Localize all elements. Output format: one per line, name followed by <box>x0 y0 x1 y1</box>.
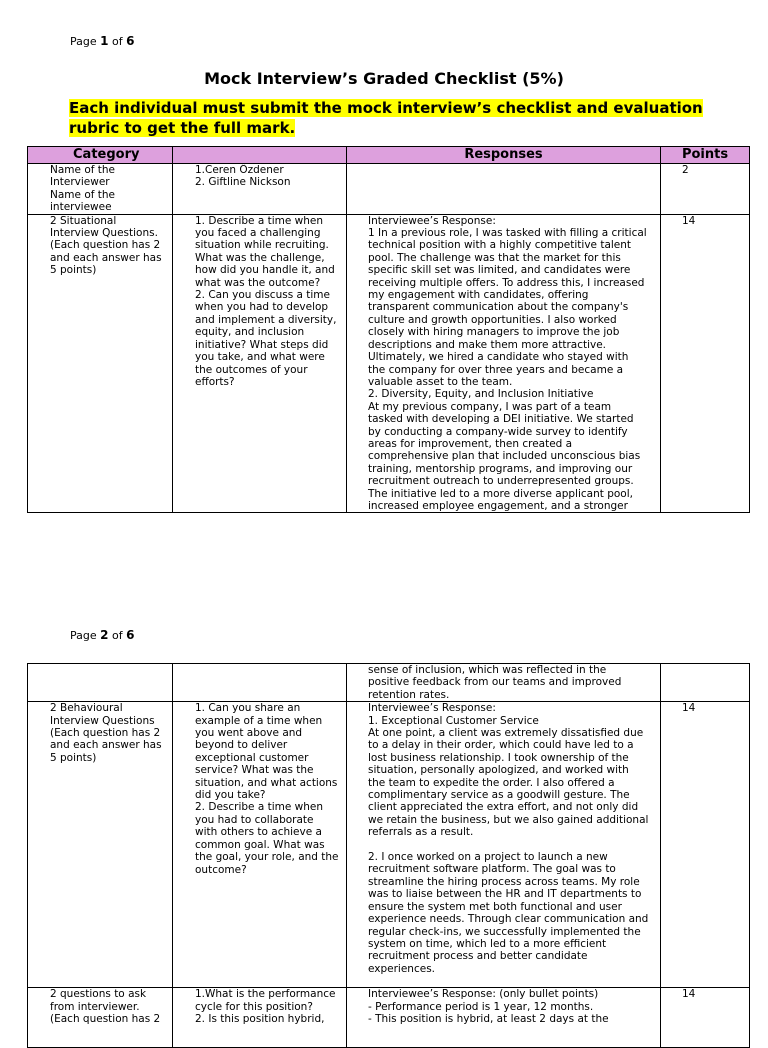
header-questions <box>173 147 347 164</box>
text-line: 2. Can you discuss a time <box>195 289 330 302</box>
text-line: 2. I once worked on a project to launch a new <box>368 851 608 864</box>
text-line: lost business relationship. I took ownership of the <box>368 751 629 764</box>
text-line: referrals as a result. <box>368 826 474 839</box>
text-line: my engagement with candidates, offering <box>368 289 589 302</box>
category-cell <box>28 702 173 988</box>
points-cell: 2 <box>661 164 750 215</box>
text-line: with others to achieve a <box>195 826 322 839</box>
responses-cell <box>347 214 661 513</box>
text-line: equity, and inclusion <box>195 326 305 339</box>
questions-cell <box>173 214 347 513</box>
text-line: common goal. What was <box>195 838 325 851</box>
text-line: how did you handle it, and <box>195 264 335 277</box>
header-responses: Responses <box>347 147 661 164</box>
text-line: retention rates. <box>368 688 450 701</box>
text-line: you had to collaborate <box>195 813 314 826</box>
text-line: What was the challenge, <box>195 251 325 264</box>
points-cell: 14 <box>661 988 750 1048</box>
table-header-row <box>28 147 750 164</box>
text-line: Interviewee’s Response: <box>368 702 496 715</box>
text-line: recruitment software platform. The goal was to <box>368 863 616 876</box>
text-line: and each answer has <box>50 739 162 752</box>
text-line: training, mentorship programs, and improving our <box>368 462 633 475</box>
text-line: increased employee engagement, and a stronger <box>368 499 628 512</box>
text-line: you went above and <box>195 727 303 740</box>
text-line: recruitment outreach to underrepresented groups. <box>368 475 634 488</box>
text-line: the team to expedite the order. I also offered a <box>368 776 615 789</box>
text-line: 1.What is the performance <box>195 988 336 1001</box>
text-line: 2. Giftline Nickson <box>195 176 291 189</box>
text-line <box>368 839 656 851</box>
text-line: (Each question has 2 <box>50 1013 161 1026</box>
text-line: At my previous company, I was part of a team <box>368 400 612 413</box>
text-line: Interviewer <box>50 176 110 189</box>
text-line: 2. Describe a time when <box>195 801 324 814</box>
table-row <box>28 214 750 513</box>
responses-cell <box>347 164 661 215</box>
text-line: exceptional customer <box>195 751 309 764</box>
text-line: 2 Behavioural <box>50 702 123 715</box>
text-line: areas for improvement, then created a <box>368 437 573 450</box>
text-line: 5 points) <box>50 751 97 764</box>
header-points: Points <box>661 147 750 164</box>
text-line: specific skill set was limited, and candidates were <box>368 264 631 277</box>
text-line: pool. The challenge was that the market for this <box>368 251 621 264</box>
questions-cell <box>173 702 347 988</box>
text-line: we retain the business, but we also gained additional <box>368 813 649 826</box>
text-line: ensure the system met both functional and user <box>368 900 622 913</box>
text-line: situation, personally apologized, and worked with <box>368 764 629 777</box>
text-line: cycle for this position? <box>195 1000 313 1013</box>
points-cell <box>661 664 750 702</box>
document-title: Mock Interview’s Graded Checklist (5%) <box>204 69 564 88</box>
text-line: service? What was the <box>195 764 314 777</box>
page-number: Page 1 of 6 <box>70 34 135 48</box>
text-line: 1. Exceptional Customer Service <box>368 714 539 727</box>
questions-cell <box>173 664 347 702</box>
text-line: 1.Ceren Özdener <box>195 164 284 176</box>
points-cell: 14 <box>661 702 750 988</box>
text-line: was to liaise between the HR and IT departments to <box>368 888 642 901</box>
text-line: situation, and what actions <box>195 776 338 789</box>
text-line: by conducting a company-wide survey to identify <box>368 425 628 438</box>
text-line: comprehensive plan that included unconscious bias <box>368 450 641 463</box>
text-line: - Performance period is 1 year, 12 months. <box>368 1000 594 1013</box>
points-cell: 14 <box>661 214 750 513</box>
text-line: regular check-ins, we successfully implemented the <box>368 925 641 938</box>
text-line: descriptions and make them more attractive. <box>368 338 607 351</box>
text-line: did you take? <box>195 789 266 802</box>
category-cell <box>28 664 173 702</box>
text-line: transparent communication about the company's <box>368 301 629 314</box>
text-line: closely with hiring managers to improve the job <box>368 326 620 339</box>
text-line: technical position with a highly competitive talent <box>368 239 632 252</box>
text-line: outcome? <box>195 863 247 876</box>
responses-cell <box>347 988 661 1048</box>
text-line: client appreciated the extra effort, and not only did <box>368 801 639 814</box>
text-line: Interview Questions <box>50 714 155 727</box>
responses-cell <box>347 664 661 702</box>
table-row <box>28 988 750 1048</box>
text-line: streamline the hiring process across teams. My role <box>368 875 640 888</box>
text-line: 1. Can you share an <box>195 702 301 715</box>
text-line: positive feedback from our teams and improved <box>368 676 622 689</box>
text-line: The initiative led to a more diverse applicant pool, <box>368 487 633 500</box>
text-line: beyond to deliver <box>195 739 288 752</box>
questions-cell <box>173 988 347 1048</box>
text-line: 2. Is this position hybrid, <box>195 1013 325 1026</box>
text-line: Interview Questions. <box>50 227 158 240</box>
text-line: complimentary service as a goodwill gesture. The <box>368 789 630 802</box>
text-line: recruitment process and better candidate <box>368 950 588 963</box>
text-line: sense of inclusion, which was reflected in the <box>368 664 607 676</box>
text-line: 1 In a previous role, I was tasked with filling a critical <box>368 227 647 240</box>
instruction-highlight: Each individual must submit the mock interview’s checklist and evaluation rubric to get the full mark. <box>69 99 703 137</box>
text-line: you faced a challenging <box>195 227 321 240</box>
text-line: 2 Situational <box>50 214 117 227</box>
text-line: Interviewee’s Response: <box>368 214 496 227</box>
text-line: Name of the <box>50 188 116 201</box>
text-line: culture and growth opportunities. I also worked <box>368 313 617 326</box>
text-line: 1. Describe a time when <box>195 214 324 227</box>
text-line: Name of the <box>50 164 116 176</box>
text-line: 5 points) <box>50 264 97 277</box>
table-row <box>28 702 750 988</box>
text-line: - This position is hybrid, at least 2 days at the <box>368 1013 609 1026</box>
text-line: Ultimately, we hired a candidate who stayed with <box>368 351 629 364</box>
checklist-table-page-1 <box>27 146 750 513</box>
text-line: efforts? <box>195 375 235 388</box>
text-line: experiences. <box>368 962 436 975</box>
category-cell <box>28 988 173 1048</box>
text-line: interviewee <box>50 201 112 214</box>
text-line: (Each question has 2 <box>50 239 161 252</box>
text-line: 2. Diversity, Equity, and Inclusion Initiative <box>368 388 594 401</box>
text-line: situation while recruiting. <box>195 239 329 252</box>
text-line: example of a time when <box>195 714 323 727</box>
text-line: the company for over three years and became a <box>368 363 624 376</box>
text-line: system on time, which led to a more efficient <box>368 937 607 950</box>
text-line: receiving multiple offers. To address this, I increased <box>368 276 645 289</box>
questions-cell <box>173 164 347 215</box>
text-line: Interviewee’s Response: (only bullet points) <box>368 988 599 1001</box>
text-line: and each answer has <box>50 251 162 264</box>
text-line: valuable asset to the team. <box>368 375 513 388</box>
text-line: to a delay in their order, which could have led to a <box>368 739 634 752</box>
text-line: experience needs. Through clear communication and <box>368 913 649 926</box>
text-line: tasked with developing a DEI initiative. We started <box>368 413 634 426</box>
page-number: Page 2 of 6 <box>70 628 135 642</box>
text-line: from interviewer. <box>50 1000 140 1013</box>
text-line: (Each question has 2 <box>50 727 161 740</box>
checklist-table-page-2 <box>27 663 750 1048</box>
text-line: what was the outcome? <box>195 276 321 289</box>
text-line: initiative? What steps did <box>195 338 329 351</box>
table-row <box>28 164 750 215</box>
text-line: and implement a diversity, <box>195 313 337 326</box>
category-cell <box>28 214 173 513</box>
responses-cell <box>347 702 661 988</box>
text-line: 2 questions to ask <box>50 988 147 1001</box>
text-line: the goal, your role, and the <box>195 851 339 864</box>
text-line: you take, and what were <box>195 351 325 364</box>
header-category: Category <box>28 147 173 164</box>
category-cell <box>28 164 173 215</box>
text-line: At one point, a client was extremely dissatisfied due <box>368 727 644 740</box>
table-row <box>28 664 750 702</box>
text-line: the outcomes of your <box>195 363 308 376</box>
text-line: when you had to develop <box>195 301 329 314</box>
